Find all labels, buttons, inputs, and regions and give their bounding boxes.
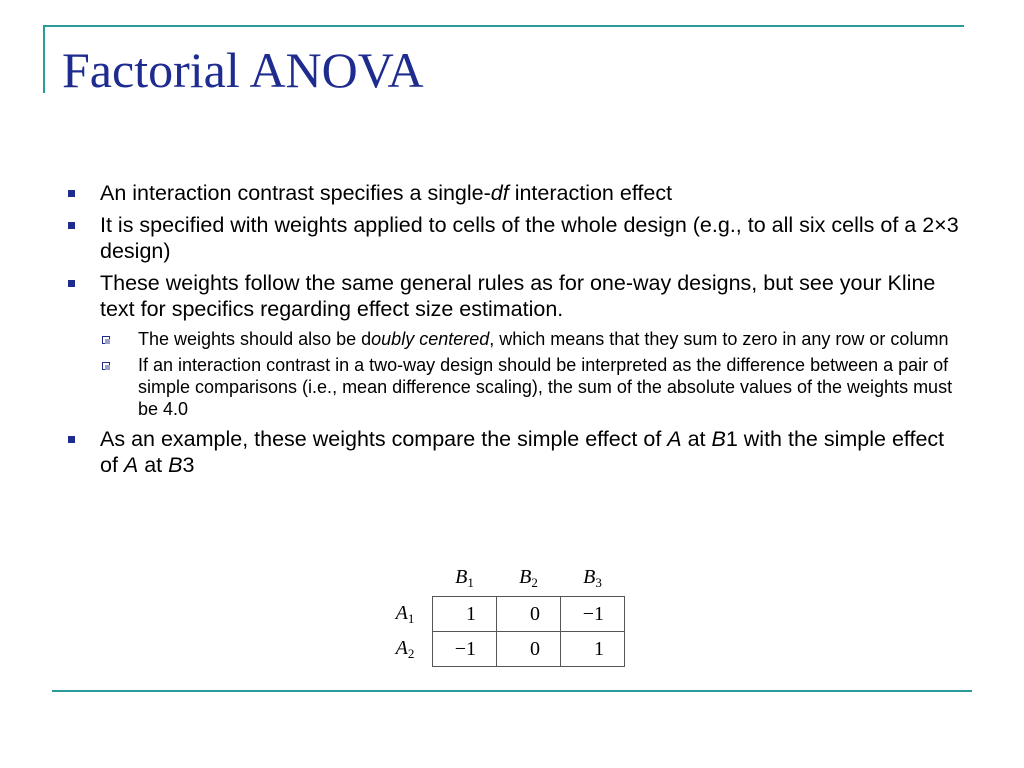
weight-cell: 0 [497, 632, 561, 667]
weight-cell: 1 [561, 632, 625, 667]
sub-bullet-item [100, 354, 960, 420]
row-header-a1: $A_1$ [395, 601, 415, 626]
bullet-list [60, 180, 960, 478]
square-bullet-icon [68, 222, 75, 229]
hollow-square-bullet-icon [102, 336, 110, 344]
hollow-square-bullet-icon [102, 362, 110, 370]
sub-bullet-text: If an interaction contrast in a two-way design should be interpreted as the difference between a pair of simple comparisons (i.e., mean difference scaling), the sum of the absolute values of the weights must be 4.0 [138, 355, 953, 419]
sub-bullet-list [100, 328, 960, 420]
weight-cell: −1 [561, 597, 625, 632]
bullet-item [60, 212, 960, 264]
weight-cell: 0 [497, 597, 561, 632]
weight-cell: −1 [433, 632, 497, 667]
bullet-item [60, 180, 960, 206]
bullet-text: It is specified with weights applied to cells of the whole design (e.g., to all six cells of a 2×3 design) [100, 213, 959, 263]
bullet-item [60, 270, 960, 420]
bullet-text: These weights follow the same general rules as for one-way designs, but see your Kline text for specifics regarding effect size estimation. [100, 271, 936, 321]
column-header-b2: $B_2$ [519, 565, 538, 590]
slide-content [60, 180, 960, 484]
table-row [378, 597, 625, 632]
table-row [378, 632, 625, 667]
sub-bullet-item [100, 328, 960, 350]
square-bullet-icon [68, 436, 75, 443]
column-header-b3: $B_3$ [583, 565, 602, 590]
weights-table-header-row [378, 560, 625, 597]
bullet-text: As an example, these weights compare the simple effect of A at B1 with the simple effect of A at B3 [100, 427, 945, 477]
frame-left-line [43, 25, 45, 93]
weight-cell: 1 [433, 597, 497, 632]
slide-title: Factorial ANOVA [62, 42, 424, 98]
sub-bullet-text: The weights should also be doubly centered, which means that they sum to zero in any row or column [138, 329, 949, 349]
frame-bottom-line [52, 690, 972, 692]
square-bullet-icon [68, 190, 75, 197]
bullet-text: An interaction contrast specifies a single-df interaction effect [100, 181, 673, 205]
row-header-a2: $A_2$ [395, 636, 415, 661]
weights-table [378, 560, 625, 667]
column-header-b1: $B_1$ [455, 565, 474, 590]
square-bullet-icon [68, 280, 75, 287]
frame-top-line [43, 25, 964, 27]
bullet-item [60, 426, 960, 478]
table-corner [378, 560, 433, 597]
